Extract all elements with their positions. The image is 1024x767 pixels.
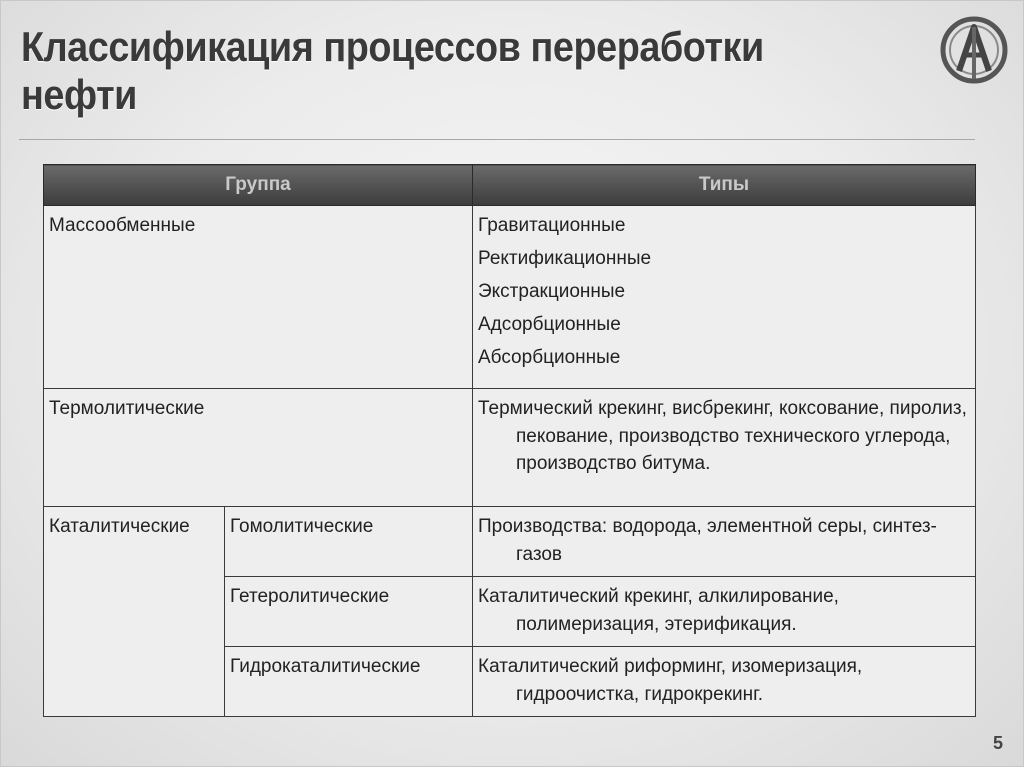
page-number: 5 xyxy=(993,733,1004,753)
types-cell xyxy=(473,206,976,389)
group-cell: Массообменные xyxy=(44,206,473,389)
subgroup-cell: Гомолитические xyxy=(225,507,473,577)
table-row-thermolytic xyxy=(44,389,976,507)
types-cell xyxy=(473,577,976,647)
company-logo-icon xyxy=(939,15,1009,85)
header-group: Группа xyxy=(44,165,473,206)
types-cell xyxy=(473,507,976,577)
types-cell xyxy=(473,647,976,717)
type-item: Экстракционные xyxy=(478,281,626,302)
table-row-catalytic-homolytic xyxy=(44,507,976,577)
types-text: Каталитический крекинг, алкилирование, полимеризация, этерификация. xyxy=(478,586,839,635)
header-types: Типы xyxy=(473,165,976,206)
subgroup-cell: Гетеролитические xyxy=(225,577,473,647)
subgroup-cell: Гидрокаталитические xyxy=(225,647,473,717)
types-text: Термический крекинг, висбрекинг, коксование, пиролиз, пекование, производство технического углерода, производство битума. xyxy=(478,398,967,474)
process-classification-table xyxy=(43,164,976,717)
types-text: Производства: водорода, элементной серы, синтез-газов xyxy=(478,516,937,565)
table-header-row xyxy=(44,165,976,206)
title-divider xyxy=(19,139,975,140)
group-cell: Каталитические xyxy=(44,507,225,717)
type-item: Гравитационные xyxy=(478,215,626,236)
type-item: Адсорбционные xyxy=(478,314,621,335)
types-text: Каталитический риформинг, изомеризация, гидроочистка, гидрокрекинг. xyxy=(478,656,863,705)
page-title: Классификация процессов переработки нефти xyxy=(21,23,764,118)
type-item: Ректификационные xyxy=(478,248,652,269)
table-row-mass-exchange xyxy=(44,206,976,389)
type-item: Абсорбционные xyxy=(478,347,621,368)
group-cell: Термолитические xyxy=(44,389,473,507)
types-cell xyxy=(473,389,976,507)
